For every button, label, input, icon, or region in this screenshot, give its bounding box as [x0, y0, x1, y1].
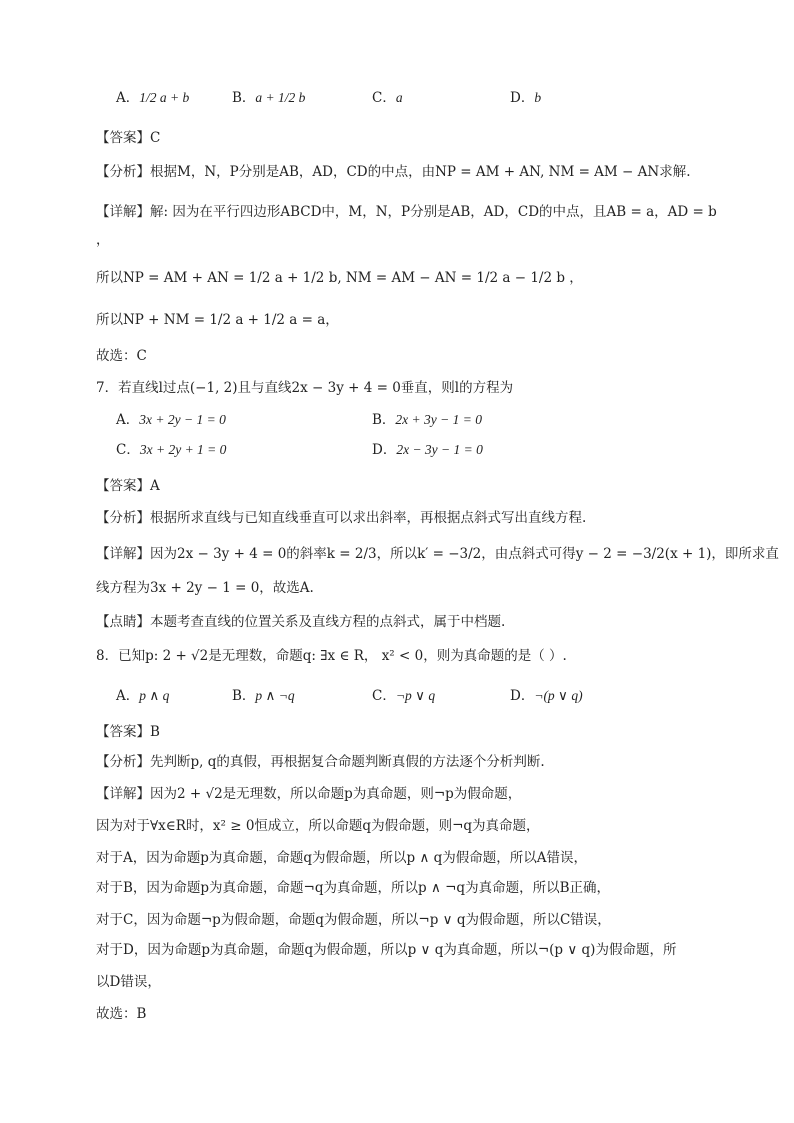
q6-answer: 【答案】C	[96, 130, 161, 146]
q7-comment: 【点睛】本题考查直线的位置关系及直线方程的点斜式，属于中档题.	[96, 614, 506, 630]
q8-detail-line: 【详解】因为2 + √2是无理数，所以命题p为真命题，则¬p为假命题，	[96, 786, 522, 802]
q8-option-a: A．p ∧ q	[116, 688, 170, 704]
q8-option-b: B．p ∧ ¬q	[232, 688, 295, 704]
q6-choose: 故选：C	[96, 348, 147, 364]
q6-detail-3: 所以NP + NM = 1/2 a + 1/2 a = a，	[96, 312, 339, 328]
q6-detail-1b: ，	[96, 232, 110, 248]
q8-analysis: 【分析】先判断p, q的真假，再根据复合命题判断真假的方法逐个分析判断.	[96, 754, 545, 770]
q7-option-b: B．2x + 3y − 1 = 0	[372, 412, 482, 428]
q7-answer: 【答案】A	[96, 478, 160, 494]
q7-analysis: 【分析】根据所求直线与已知直线垂直可以求出斜率，再根据点斜式写出直线方程.	[96, 510, 587, 526]
q8-detail-line: 对于A，因为命题p为真命题，命题q为假命题，所以p ∧ q为假命题，所以A错误，	[96, 850, 588, 866]
q6-detail-2: 所以NP = AM + AN = 1/2 a + 1/2 b, NM = AM − AN = 1/2 a − 1/2 b ，	[96, 270, 583, 286]
q7-option-a: A．3x + 2y − 1 = 0	[116, 412, 226, 428]
q8-detail-line: 对于B，因为命题p为真命题，命题¬q为真命题，所以p ∧ ¬q为真命题，所以B正确，	[96, 880, 610, 896]
q8-detail-line: 以D错误，	[96, 974, 161, 990]
q6-detail-1: 【详解】解: 因为在平行四边形ABCD中，M，N，P分别是AB，AD，CD的中点，且AB = a，AD = b	[96, 204, 717, 220]
q8-option-d: D．¬(p ∨ q)	[510, 688, 583, 704]
q7-option-c: C．3x + 2y + 1 = 0	[116, 442, 227, 458]
q8-detail-line: 对于C，因为命题¬p为假命题，命题q为假命题，所以¬p ∨ q为假命题，所以C错误，	[96, 912, 611, 928]
q6-option-b: B．a + 1/2 b	[232, 90, 306, 106]
q8-option-c: C．¬p ∨ q	[372, 688, 436, 704]
q8-detail-line: 因为对于∀x∈R时，x² ≥ 0恒成立，所以命题q为假命题，则¬q为真命题，	[96, 818, 540, 834]
q6-option-c: C．a	[372, 90, 403, 106]
q7-stem: 7．若直线l过点(−1, 2)且与直线2x − 3y + 4 = 0垂直，则l的方程为	[96, 380, 514, 396]
q6-option-a: A．1/2 a + b	[116, 90, 190, 106]
q8-detail-line: 对于D，因为命题p为真命题，命题q为假命题，所以p ∨ q为真命题，所以¬(p ∨ q)为假命题，所	[96, 942, 677, 958]
q7-detail-2: 线方程为3x + 2y − 1 = 0，故选A.	[96, 580, 314, 596]
q8-stem: 8．已知p: 2 + √2是无理数，命题q: ∃x ∈ R， x² < 0，则为真命题的是（ ）.	[96, 648, 567, 664]
q7-detail-1: 【详解】因为2x − 3y + 4 = 0的斜率k = 2/3，所以k′ = −3/2，由点斜式可得y − 2 = −3/2(x + 1)，即所求直	[96, 546, 779, 562]
q7-option-d: D．2x − 3y − 1 = 0	[372, 442, 483, 458]
q8-choose: 故选：B	[96, 1006, 147, 1022]
q6-option-d: D．b	[510, 90, 542, 106]
q8-answer: 【答案】B	[96, 724, 160, 740]
q6-analysis: 【分析】根据M，N，P分别是AB，AD，CD的中点，由NP = AM + AN, NM = AM − AN求解.	[96, 164, 691, 180]
